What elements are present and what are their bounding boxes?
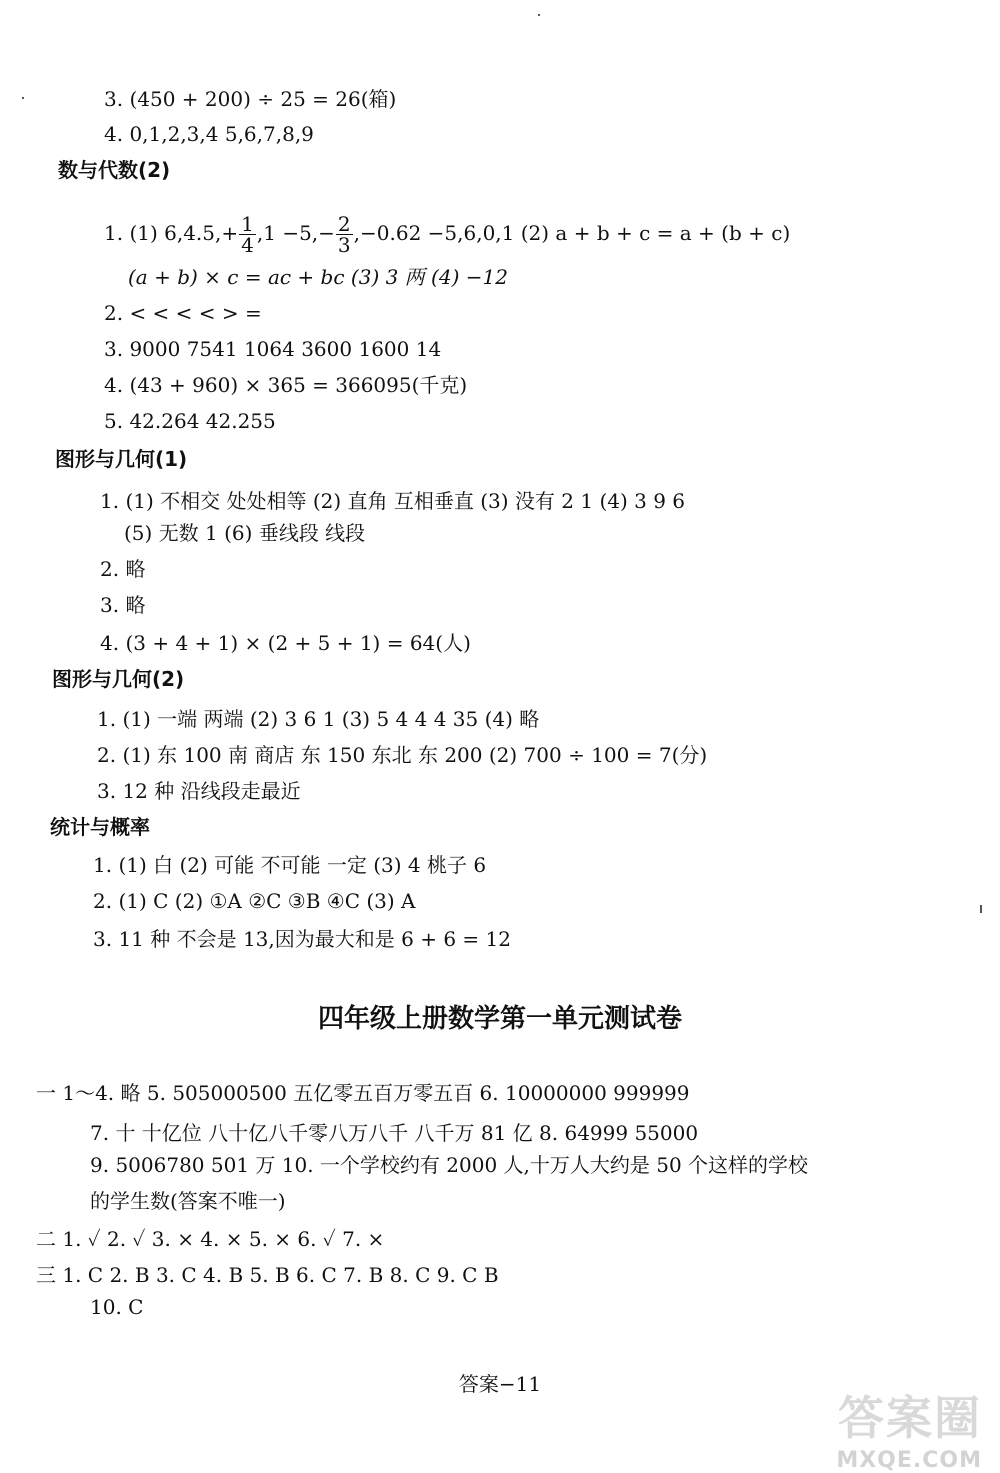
fraction	[239, 214, 256, 255]
answer-line: 3. 略	[100, 593, 146, 617]
watermark	[836, 1382, 982, 1473]
watermark-url: MXQE.COM	[836, 1448, 982, 1473]
answer-line: (a + b) × c = ac + bc (3) 3 两 (4) −12	[128, 265, 508, 289]
section-heading: 数与代数(2)	[58, 158, 171, 182]
answer-line: 2. (1) C (2) ①A ②C ③B ④C (3) A	[93, 889, 416, 913]
scan-speck	[980, 905, 982, 913]
answer-line: 2. 略	[100, 557, 146, 581]
answer-line: 4. (43 + 960) × 365 = 366095(千克)	[104, 373, 468, 397]
answer-text: 1. (1) 6,4.5,+	[104, 221, 239, 245]
fraction	[336, 214, 353, 255]
answer-line: 3. 12 种 沿线段走最近	[97, 779, 301, 803]
answer-line: 7. 十 十亿位 八十亿八千零八万八千 八千万 81 亿 8. 64999 55000	[90, 1121, 699, 1145]
answer-line: 9. 5006780 501 万 10. 一个学校约有 2000 人,十万人大约是 50 个这样的学校	[90, 1153, 809, 1177]
answer-line: 的学生数(答案不唯一)	[90, 1189, 286, 1213]
answer-line: 1. (1) 不相交 处处相等 (2) 直角 互相垂直 (3) 没有 2 1 (4) 3 9 6	[100, 489, 686, 513]
page-number: 答案−11	[458, 1372, 542, 1396]
scan-speck	[22, 97, 24, 99]
answer-line-with-fractions	[104, 214, 790, 255]
answer-line: 一 1～4. 略 5. 505000500 五亿零五百万零五百 6. 10000000 999999	[36, 1081, 690, 1105]
answer-line: 三 1. C 2. B 3. C 4. B 5. B 6. C 7. B 8. C 9. C B	[36, 1263, 499, 1287]
answer-text: ,−0.62 −5,6,0,1 (2) a + b + c = a + (b + c)	[353, 221, 791, 245]
section-heading: 图形与几何(1)	[55, 447, 188, 471]
answer-line: 5. 42.264 42.255	[104, 409, 276, 433]
answer-line: 1. (1) 白 (2) 可能 不可能 一定 (3) 4 桃子 6	[93, 853, 487, 877]
answer-line: 2. (1) 东 100 南 商店 东 150 东北 东 200 (2) 700 ÷ 100 = 7(分)	[97, 743, 708, 767]
answer-text: ,1 −5,−	[256, 221, 335, 245]
answer-line: 4. 0,1,2,3,4 5,6,7,8,9	[104, 122, 314, 146]
answer-line: 1. (1) 一端 两端 (2) 3 6 1 (3) 5 4 4 4 35 (4) 略	[97, 707, 540, 731]
page-title: 四年级上册数学第一单元测试卷	[317, 1004, 682, 1034]
answer-line: 4. (3 + 4 + 1) × (2 + 5 + 1) = 64(人)	[100, 631, 471, 655]
answer-line: 3. 9000 7541 1064 3600 1600 14	[104, 337, 442, 361]
watermark-logo-text: 答案圈	[838, 1391, 982, 1445]
section-heading: 图形与几何(2)	[52, 667, 185, 691]
section-heading: 统计与概率	[50, 815, 150, 839]
scan-speck	[538, 14, 540, 16]
fraction-numerator: 2	[337, 212, 351, 236]
fraction-denominator: 3	[337, 233, 351, 257]
answer-line: (5) 无数 1 (6) 垂线段 线段	[124, 521, 366, 545]
answer-line: 10. C	[90, 1295, 144, 1319]
fraction-denominator: 4	[241, 233, 254, 257]
fraction-numerator: 1	[241, 212, 254, 236]
answer-line: 3. 11 种 不会是 13,因为最大和是 6 + 6 = 12	[93, 927, 511, 951]
answer-line: 2. < < < < > =	[104, 301, 262, 325]
answer-line: 3. (450 + 200) ÷ 25 = 26(箱)	[104, 87, 397, 111]
answer-line: 二 1. ✓ 2. ✓ 3. × 4. × 5. × 6. ✓ 7. ×	[36, 1227, 385, 1251]
